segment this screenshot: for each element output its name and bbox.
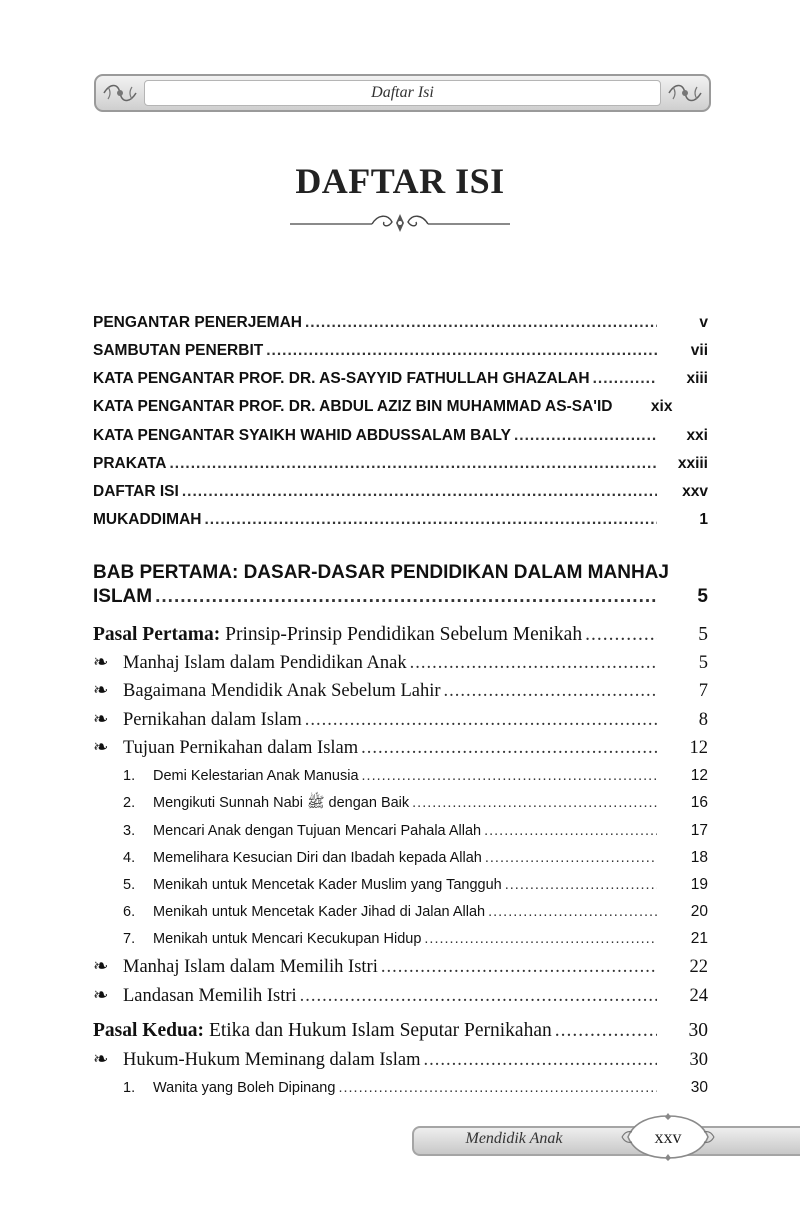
toc-entry-manhaj-islam-pendidikan[interactable]: ❧ Manhaj Islam dalam Pendidikan Anak ..... 5 — [93, 652, 708, 674]
fleuron-bullet-icon: ❧ — [93, 1050, 109, 1070]
running-header — [94, 74, 711, 112]
fleuron-bullet-icon: ❧ — [93, 710, 109, 730]
title-flourish-icon — [288, 210, 512, 236]
toc-entry-numbered-4[interactable]: 4. Memelihara Kesucian Diri dan Ibadah kepada Allah ..... 18 — [93, 849, 708, 867]
fleuron-bullet-icon: ❧ — [93, 681, 109, 701]
bab-title-line2-row: ISLAM ..... 5 — [93, 586, 708, 608]
toc-entry-pengantar-penerjemah[interactable]: PENGANTAR PENERJEMAH ..... v — [93, 314, 708, 332]
ornament-left-icon — [100, 79, 140, 107]
bab-title-line1: BAB PERTAMA: DASAR-DASAR PENDIDIKAN DALAM MANHAJ — [93, 562, 669, 583]
fleuron-bullet-icon: ❧ — [93, 738, 109, 758]
toc-entry-bab-pertama[interactable] — [93, 560, 708, 607]
toc-entry-pasal-pertama[interactable]: Pasal Pertama: Prinsip-Prinsip Pendidikan Sebelum Menikah ..... 5 — [93, 624, 708, 646]
toc-entry-mukaddimah[interactable]: MUKADDIMAH ..... 1 — [93, 511, 708, 529]
toc-entry-pasal-kedua[interactable]: Pasal Kedua: Etika dan Hukum Islam Seputar Pernikahan ..... 30 — [93, 1020, 708, 1042]
fleuron-bullet-icon: ❧ — [93, 653, 109, 673]
ornament-right-icon — [665, 79, 705, 107]
footer-book-title: Mendidik Anak — [465, 1130, 563, 1147]
toc-entry-kata-pengantar-ghazalah[interactable]: KATA PENGANTAR PROF. DR. AS-SAYYID FATHULLAH GHAZALAH ..... xiii — [93, 370, 708, 388]
toc-entry-daftar-isi[interactable]: DAFTAR ISI ..... xxv — [93, 483, 708, 501]
toc-entry-numbered-7[interactable]: 7. Menikah untuk Mencari Kecukupan Hidup ..... 21 — [93, 930, 708, 948]
toc-entry-hukum-meminang[interactable]: ❧ Hukum-Hukum Meminang dalam Islam ..... 30 — [93, 1049, 708, 1071]
toc-entry-numbered-2[interactable]: 2. Mengikuti Sunnah Nabi ﷺ dengan Baik ..... 16 — [93, 794, 708, 815]
toc-entry-pernikahan-dalam-islam[interactable]: ❧ Pernikahan dalam Islam ..... 8 — [93, 709, 708, 731]
toc-entry-wanita-dipinang[interactable]: 1. Wanita yang Boleh Dipinang ..... 30 — [93, 1079, 708, 1097]
toc-entry-numbered-5[interactable]: 5. Menikah untuk Mencetak Kader Muslim yang Tangguh ..... 19 — [93, 876, 708, 894]
toc-entry-prakata[interactable]: PRAKATA ..... xxiii — [93, 455, 708, 473]
toc-entry-numbered-3[interactable]: 3. Mencari Anak dengan Tujuan Mencari Pahala Allah ..... 17 — [93, 822, 708, 840]
toc-entry-sambutan-penerbit[interactable]: SAMBUTAN PENERBIT ..... vii — [93, 342, 708, 360]
running-header-title: Daftar Isi — [144, 80, 661, 106]
toc-entry-numbered-1[interactable]: 1. Demi Kelestarian Anak Manusia ..... 12 — [93, 767, 708, 785]
toc-entry-landasan-memilih-istri[interactable]: ❧ Landasan Memilih Istri ..... 24 — [93, 985, 708, 1007]
toc-entry-tujuan-pernikahan[interactable]: ❧ Tujuan Pernikahan dalam Islam ..... 12 — [93, 737, 708, 759]
toc-entry-kata-pengantar-assaid[interactable]: KATA PENGANTAR PROF. DR. ABDUL AZIZ BIN MUHAMMAD AS-SA'ID xix — [93, 398, 673, 415]
toc-entry-manhaj-memilih-istri[interactable]: ❧ Manhaj Islam dalam Memilih Istri ..... 22 — [93, 956, 708, 978]
toc-entry-numbered-6[interactable]: 6. Menikah untuk Mencetak Kader Jihad di Jalan Allah ..... 20 — [93, 903, 708, 921]
fleuron-bullet-icon: ❧ — [93, 957, 109, 977]
toc-entry-kata-pengantar-baly[interactable]: KATA PENGANTAR SYAIKH WAHID ABDUSSALAM BALY ..... xxi — [93, 427, 708, 445]
fleuron-bullet-icon: ❧ — [93, 986, 109, 1006]
page-number: xxv — [654, 1127, 682, 1147]
toc-entry-mendidik-sebelum-lahir[interactable]: ❧ Bagaimana Mendidik Anak Sebelum Lahir ..... 7 — [93, 680, 708, 702]
running-footer — [412, 1126, 800, 1156]
page-title: DAFTAR ISI — [295, 161, 505, 201]
